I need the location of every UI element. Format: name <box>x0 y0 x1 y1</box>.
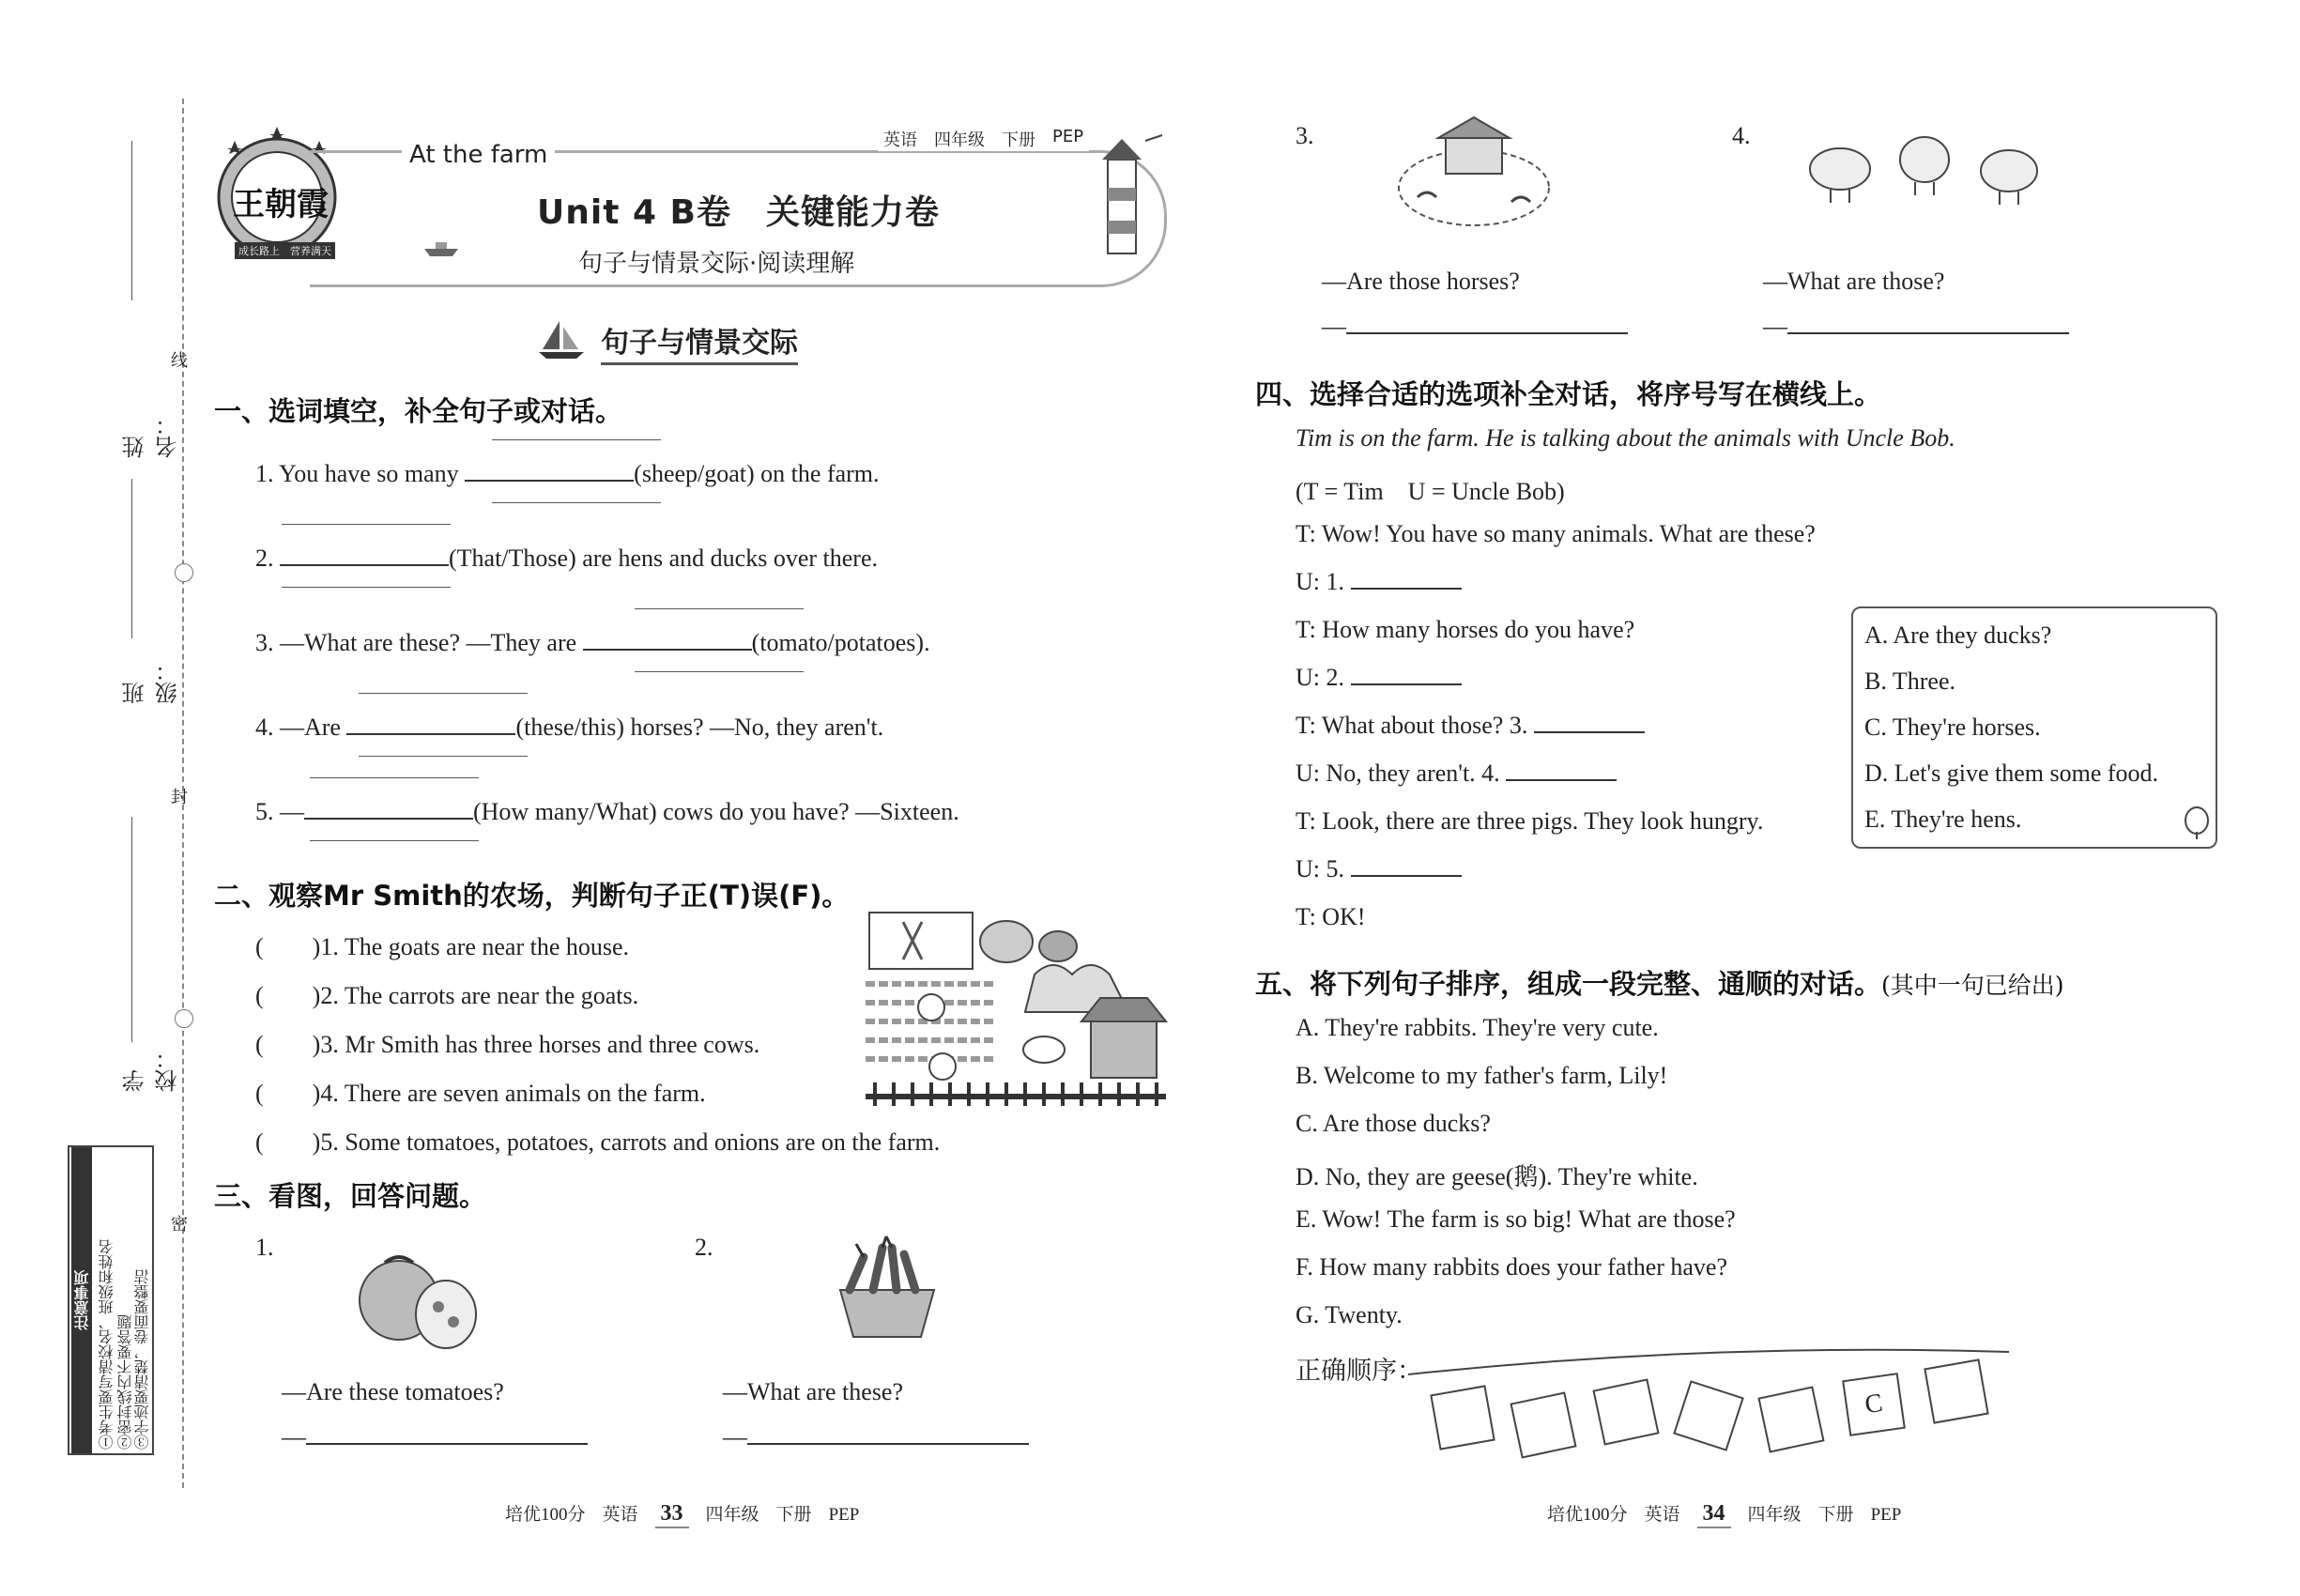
answer-blank[interactable] <box>1351 683 1462 685</box>
q3-2-question: —What are these? <box>723 1378 904 1405</box>
meta-edition: PEP <box>1052 127 1084 146</box>
dialog-line-2: U: 1. <box>1296 568 1462 596</box>
dialog-line-6: U: No, they aren't. 4. <box>1296 760 1617 788</box>
dialog-line-8: U: 5. <box>1296 855 1462 883</box>
answer-blank[interactable] <box>346 733 515 735</box>
q3-4-answer: — <box>1763 313 2069 341</box>
class-label: 班 级： <box>122 659 181 704</box>
cut-mark-3: 密 <box>171 1215 188 1235</box>
school-field[interactable] <box>115 817 181 1092</box>
answer-blank[interactable] <box>747 1443 1029 1445</box>
order-item-a: A. They're rabbits. They're very cute. <box>1296 1014 1659 1041</box>
order-label: 正确顺序： <box>1296 1357 1422 1386</box>
part1-heading: 一、选词填空，补全句子或对话。 <box>214 395 623 427</box>
dialog-line-9: T: OK! <box>1296 903 1366 930</box>
part1-item-3: 3. —What are these? —They are (tomato/potatoes). <box>255 629 930 656</box>
part1-item-1: 1. You have so many (sheep/goat) on the farm. <box>255 460 880 487</box>
name-field[interactable] <box>115 141 181 458</box>
carrot-basket-icon <box>826 1234 948 1346</box>
notice-box <box>68 1145 154 1455</box>
option-e: E. They're hens. <box>1864 806 2022 833</box>
order-card-6: C <box>1842 1373 1906 1436</box>
hole-icon <box>175 563 193 582</box>
option-b: B. Three. <box>1864 668 1955 695</box>
answer-blank[interactable] <box>304 818 473 820</box>
dialog-line-4: U: 2. <box>1296 664 1462 692</box>
answer-blank[interactable] <box>1506 779 1617 781</box>
q3-2-answer: — <box>723 1423 1029 1451</box>
part4-key: (T = Tim U = Uncle Bob) <box>1296 478 1565 505</box>
part1-item-4: 4. —Are (these/this) horses? —No, they aren't. <box>255 714 884 741</box>
page-subtitle: 句子与情景交际·阅读理解 <box>571 244 862 279</box>
page-number: 33 <box>655 1501 689 1528</box>
dialog-line-1: T: Wow! You have so many animals. What are these? <box>1296 520 1816 547</box>
judge-item-2[interactable]: ( )2. The carrots are near the goats. <box>255 982 639 1009</box>
house-horses-icon <box>1389 117 1558 230</box>
part1-item-2: 2. (That/Those) are hens and ducks over there. <box>255 545 878 572</box>
part4-intro: Tim is on the farm. He is talking about the animals with Uncle Bob. <box>1296 424 1955 452</box>
answer-blank[interactable] <box>1787 332 2069 334</box>
meta-grade: 四年级 <box>934 130 985 150</box>
tomato-icon <box>352 1249 483 1352</box>
option-a: A. Are they ducks? <box>1864 622 2052 649</box>
order-item-c: C. Are those ducks? <box>1296 1110 1491 1137</box>
answer-blank[interactable] <box>306 1443 588 1445</box>
answer-blank[interactable] <box>1351 588 1462 590</box>
answer-blank[interactable] <box>280 564 449 566</box>
order-item-f: F. How many rabbits does your father have? <box>1296 1253 1728 1281</box>
part5-heading: 五、将下列句子排序，组成一段完整、通顺的对话。(其中一句已给出) <box>1255 968 2064 1000</box>
notice-item: ②密封线内不要答题 <box>116 1314 134 1450</box>
section-title: 句子与情景交际 <box>601 319 798 365</box>
answer-blank[interactable] <box>465 480 634 482</box>
q3-2-num: 2. <box>695 1234 713 1261</box>
lighthouse-icon <box>1080 122 1164 263</box>
option-d: D. Let's give them some food. <box>1864 760 2159 787</box>
cut-mark-2: 封 <box>171 788 188 807</box>
answer-blank[interactable] <box>1534 731 1645 733</box>
meta-subject: 英语 <box>883 130 917 150</box>
answer-blank[interactable] <box>583 649 752 651</box>
q3-3-num: 3. <box>1296 122 1314 149</box>
dialog-line-7: T: Look, there are three pigs. They look hungry. <box>1296 807 1764 835</box>
part2-heading: 二、观察Mr Smith的农场，判断句子正(T)误(F)。 <box>214 880 850 912</box>
q3-1-num: 1. <box>255 1234 274 1261</box>
answer-blank[interactable] <box>1351 875 1462 877</box>
sheep-icon <box>1802 131 2047 225</box>
part4-heading: 四、选择合适的选项补全对话，将序号写在横线上。 <box>1255 378 1882 410</box>
meta-term: 下册 <box>1002 130 1035 150</box>
class-field[interactable] <box>115 479 181 704</box>
topic-label: At the farm <box>402 141 555 169</box>
order-card-3[interactable] <box>1592 1378 1659 1445</box>
part1-item-5: 5. — (How many/What) cows do you have? —Sixteen. <box>255 798 959 825</box>
logo-slogan: 成长路上 营养满天 <box>235 242 335 259</box>
hole-icon <box>175 1009 193 1028</box>
farm-illustration <box>866 909 1166 1115</box>
header-meta <box>878 127 1089 151</box>
notice-item: ①考生要写清校名、班级和姓名 <box>98 1239 115 1450</box>
answer-blank[interactable] <box>1346 332 1628 334</box>
order-card-1[interactable] <box>1430 1385 1495 1450</box>
q3-3-question: —Are those horses? <box>1322 268 1520 295</box>
order-card-5[interactable] <box>1757 1386 1824 1452</box>
sailboat-icon <box>539 319 586 359</box>
order-item-e: E. Wow! The farm is so big! What are those? <box>1296 1205 1736 1233</box>
notice-title: 注意事项 <box>71 1147 92 1453</box>
order-item-g: G. Twenty. <box>1296 1301 1403 1328</box>
logo-text: 王朝霞 <box>233 186 329 223</box>
options-box <box>1851 606 2217 849</box>
footer-left: 培优100分 英语 33 四年级 下册 PEP <box>505 1500 859 1528</box>
school-label: 学 校： <box>122 1047 181 1092</box>
tree-icon <box>2182 807 2212 839</box>
dialog-line-5: T: What about those? 3. <box>1296 712 1645 740</box>
judge-item-5[interactable]: ( )5. Some tomatoes, potatoes, carrots and onions are on the farm. <box>255 1128 941 1156</box>
order-card-7[interactable] <box>1924 1358 1989 1424</box>
footer-right: 培优100分 英语 34 四年级 下册 PEP <box>1547 1500 1901 1528</box>
page-number: 34 <box>1697 1501 1731 1528</box>
order-item-b: B. Welcome to my father's farm, Lily! <box>1296 1062 1668 1089</box>
q3-3-answer: — <box>1322 313 1628 341</box>
part3-heading: 三、看图，回答问题。 <box>214 1180 487 1212</box>
option-c: C. They're horses. <box>1864 714 2041 741</box>
name-label: 姓 名： <box>122 413 181 458</box>
order-card-2[interactable] <box>1510 1391 1576 1458</box>
judge-item-4[interactable]: ( )4. There are seven animals on the farm. <box>255 1080 706 1107</box>
q3-4-num: 4. <box>1732 122 1751 149</box>
order-item-d: D. No, they are geese(鹅). They're white. <box>1296 1163 1698 1190</box>
cut-mark-1: 线 <box>171 351 188 371</box>
judge-item-1[interactable]: ( )1. The goats are near the house. <box>255 933 630 960</box>
judge-item-3[interactable]: ( )3. Mr Smith has three horses and three cows. <box>255 1031 760 1058</box>
dialog-line-3: T: How many horses do you have? <box>1296 616 1635 643</box>
q3-4-question: —What are those? <box>1763 268 1945 295</box>
page-title: Unit 4 B卷 关键能力卷 <box>537 193 940 232</box>
boat-icon <box>422 239 460 258</box>
q3-1-answer: — <box>282 1423 588 1451</box>
notice-item: ③字迹要清楚，卷面要整洁 <box>133 1269 151 1450</box>
q3-1-question: —Are these tomatoes? <box>282 1378 504 1405</box>
